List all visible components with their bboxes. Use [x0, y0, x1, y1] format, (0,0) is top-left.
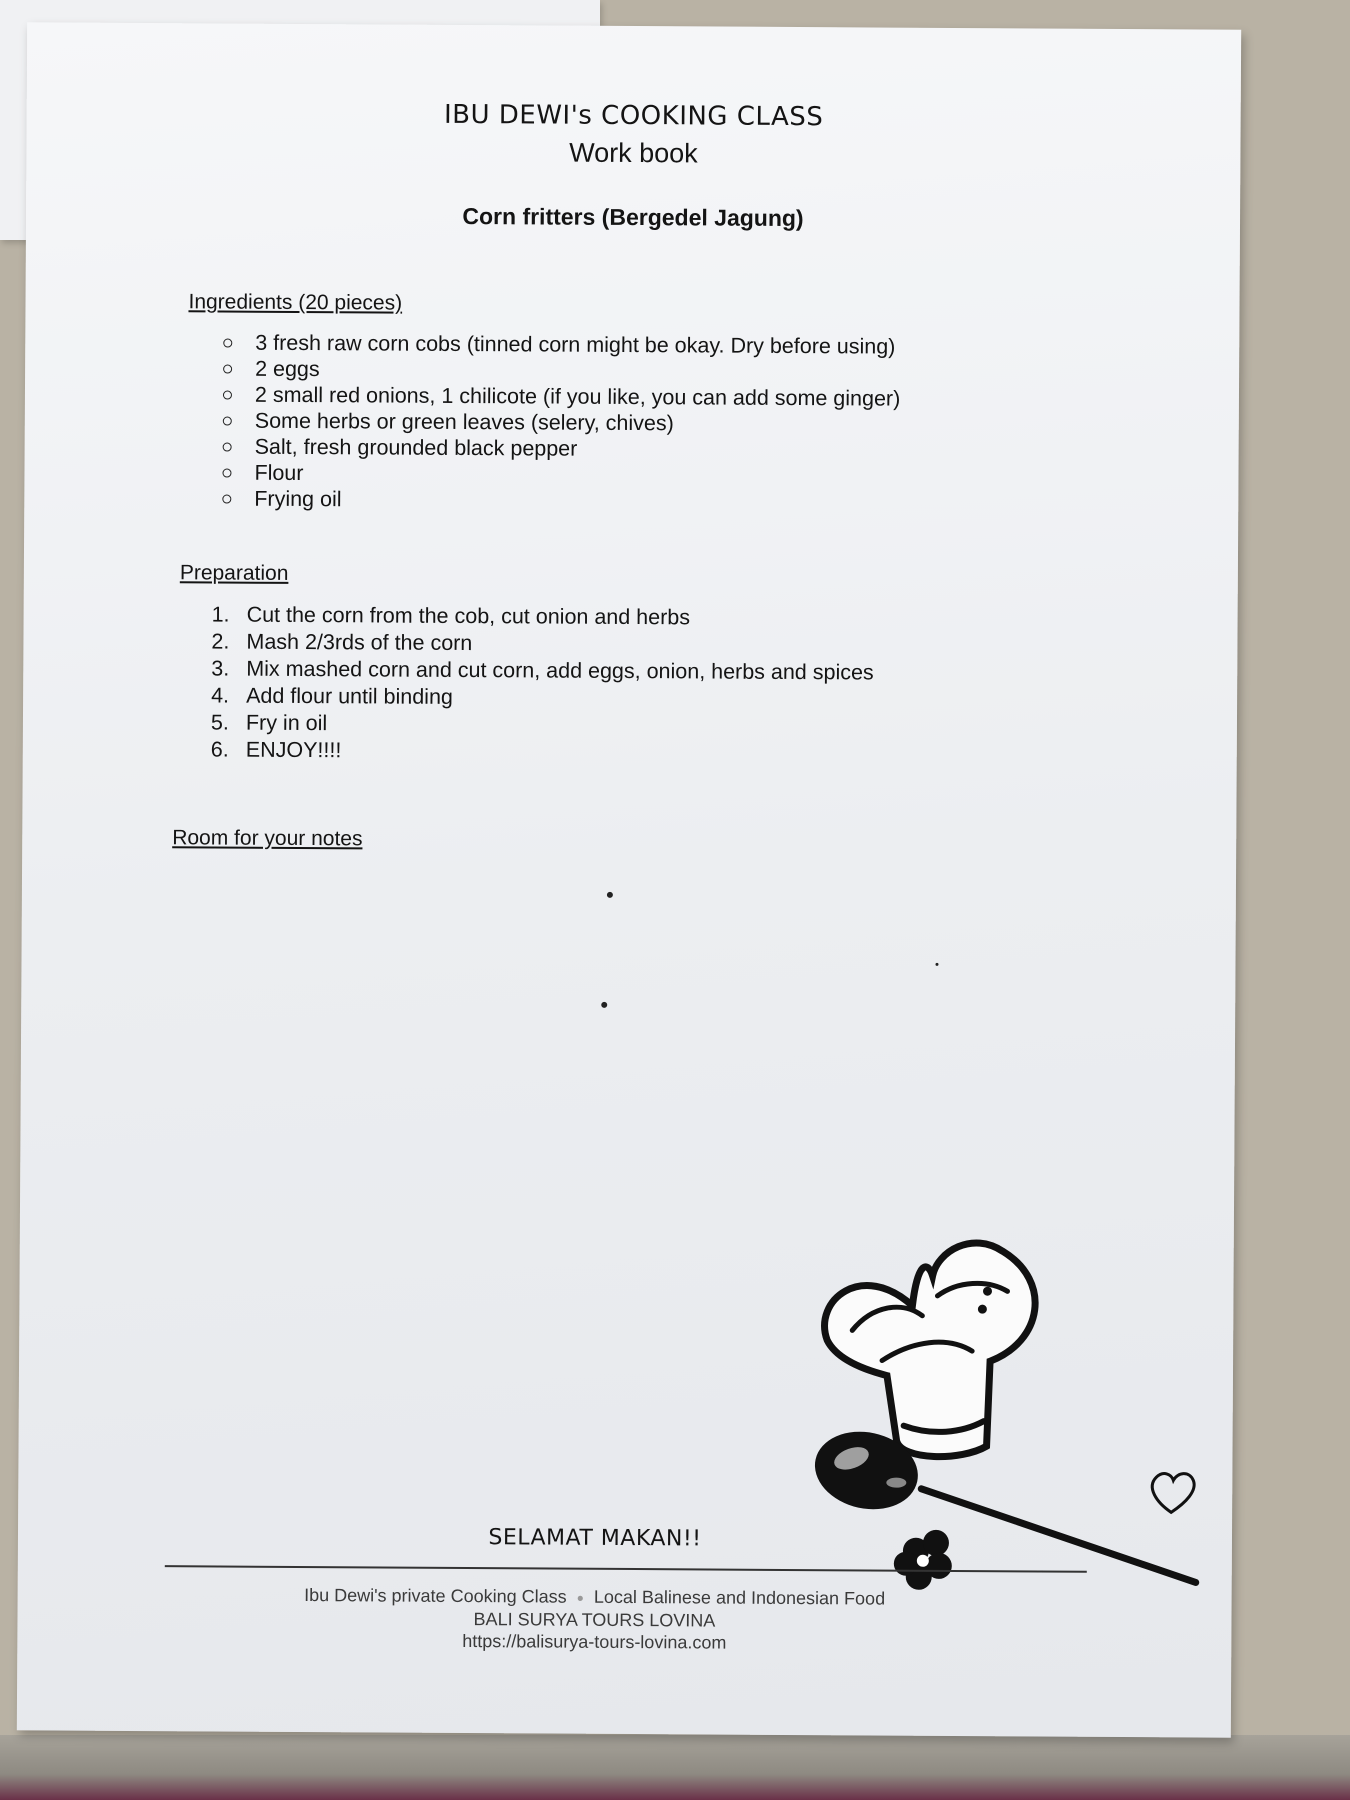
ingredients-list — [219, 329, 900, 515]
footer-class-name: Ibu Dewi's private Cooking Class — [304, 1585, 567, 1607]
page-title: IBU DEWI's COOKING CLASS — [443, 99, 824, 133]
recipe-title: Corn fritters (Bergedel Jagung) — [462, 202, 804, 232]
step-text: ENJOY!!!! — [245, 737, 342, 763]
list-item — [211, 709, 874, 740]
list-item — [211, 682, 874, 713]
list-item: Frying oil — [219, 485, 899, 515]
footer-website: https://balisurya-tours-lovina.com — [462, 1631, 727, 1653]
ink-speck — [607, 892, 613, 898]
list-item: Salt, fresh grounded black pepper — [220, 433, 900, 463]
footer-company: BALI SURYA TOURS LOVINA — [473, 1609, 716, 1631]
preparation-steps — [211, 601, 874, 767]
list-item — [211, 736, 874, 767]
footer — [17, 1582, 1171, 1656]
list-item — [211, 628, 874, 659]
step-text: Fry in oil — [245, 710, 328, 736]
step-number: 6. — [210, 737, 229, 762]
page-subtitle: Work book — [569, 137, 698, 169]
spoon-icon — [811, 1422, 1197, 1582]
step-number: 1. — [211, 602, 230, 627]
list-item: 2 small red onions, 1 chilicote (if you like, you can add some ginger) — [220, 381, 900, 411]
step-text: Cut the corn from the cob, cut onion and herbs — [246, 602, 691, 630]
list-item: Some herbs or green leaves (selery, chives) — [220, 407, 900, 437]
footer-food-type: Local Balinese and Indonesian Food — [593, 1586, 886, 1609]
list-item — [212, 601, 875, 632]
list-item: Flour — [219, 459, 899, 489]
step-number: 3. — [211, 656, 230, 681]
ink-speck — [601, 1002, 607, 1008]
preparation-heading: Preparation — [179, 561, 289, 585]
ingredients-heading: Ingredients (20 pieces) — [188, 290, 403, 315]
bullet-icon: ● — [576, 1590, 584, 1605]
step-number: 5. — [210, 710, 229, 735]
step-text: Mash 2/3rds of the corn — [246, 629, 473, 656]
chef-hat-icon — [824, 1242, 1036, 1457]
workbook-page — [17, 22, 1241, 1737]
step-number: 2. — [211, 629, 230, 654]
table-surface — [0, 1735, 1350, 1800]
notes-heading: Room for your notes — [172, 826, 363, 851]
list-item: 2 eggs — [220, 355, 900, 385]
heart-icon — [1152, 1473, 1194, 1512]
list-item: 3 fresh raw corn cobs (tinned corn might be okay. Dry before using) — [220, 329, 900, 359]
step-number: 4. — [211, 683, 230, 708]
list-item — [211, 655, 874, 686]
step-text: Mix mashed corn and cut corn, add eggs, onion, herbs and spices — [246, 656, 874, 685]
step-text: Add flour until binding — [246, 683, 453, 709]
ink-speck — [935, 963, 938, 966]
closing-text: SELAMAT MAKAN!! — [488, 1525, 702, 1552]
